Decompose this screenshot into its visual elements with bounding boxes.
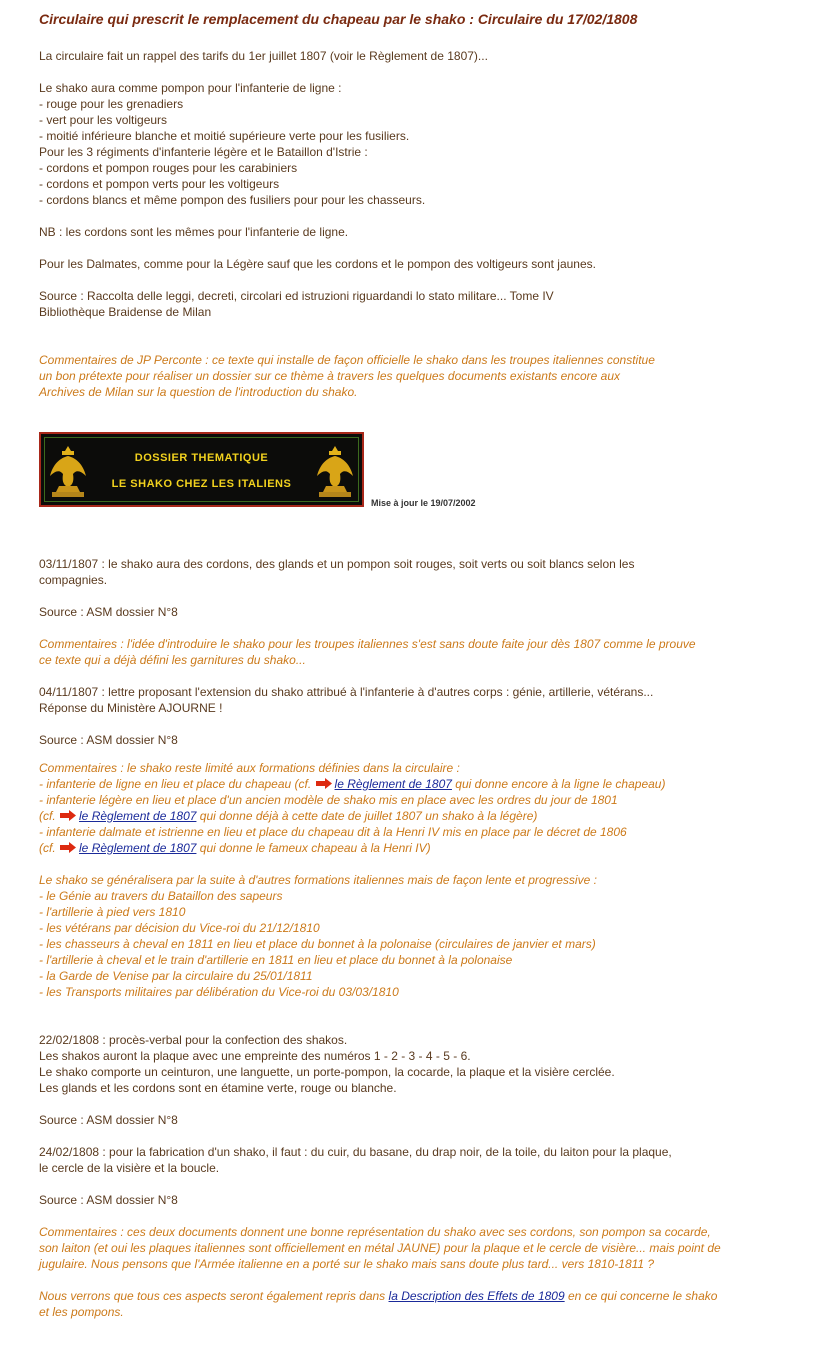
comment-line: Archives de Milan sur la question de l'introduction du shako. [39,385,358,399]
comment-0411 [39,760,665,856]
source-paragraph [39,288,554,320]
comment-line [39,1288,717,1304]
comment-line: son laiton (et oui les plaques italiennes sont officiellement en métal JAUNE) pour la plaque et le cercle de visière... mais point de [39,1241,721,1255]
comment-line [39,776,665,792]
page-title: Circulaire qui prescrit le remplacement du chapeau par le shako : Circulaire du 17/02/1808 [39,11,638,27]
comment-line: - l'artillerie à pied vers 1810 [39,905,186,919]
banner-line1: DOSSIER THEMATIQUE [134,452,269,464]
pompon-line: - cordons et pompon rouges pour les carabiniers [39,161,298,175]
comment-text: Nous verrons que tous ces aspects seront également repris dans [39,1289,386,1303]
comment-line: - les vétérans par décision du Vice-roi du 21/12/1810 [39,921,320,935]
pompon-line: - vert pour les voltigeurs [39,113,168,127]
comment-line: - le Génie au travers du Bataillon des sapeurs [39,889,283,903]
comment-text: qui donne encore à la ligne le chapeau) [455,777,666,791]
comment-0311 [39,636,696,668]
comment-line: Commentaires : le shako reste limité aux formations définies dans la circulaire : [39,761,460,775]
reglement-1807-link[interactable]: le Règlement de 1807 [79,841,197,855]
comment-text: (cf. [39,809,56,823]
reglement-1807-link[interactable]: le Règlement de 1807 [334,777,452,791]
red-arrow-icon [60,810,76,821]
entry-line: Les shakos auront la plaque avec une empreinte des numéros 1 - 2 - 3 - 4 - 5 - 6. [39,1049,471,1063]
comment-text: - infanterie de ligne en lieu et place du chapeau (cf. [39,777,312,791]
update-date: Mise à jour le 19/07/2002 [371,498,476,508]
source-text: Source : ASM dossier N°8 [39,733,178,747]
comment-line: jugulaire. Nous pensons que l'Armée italienne en a porté sur le shako mais sans doute plus tard... vers 1810-1811 ? [39,1257,655,1271]
final-comment [39,1224,721,1272]
source-line: Bibliothèque Braidense de Milan [39,305,212,319]
comment-text: (cf. [39,841,56,855]
comment-line [39,808,665,824]
dalmates-text: Pour les Dalmates, comme pour la Légère sauf que les cordons et le pompon des voltigeurs sont jaunes. [39,257,596,271]
pompon-line: Le shako aura comme pompon pour l'infanterie de ligne : [39,81,342,95]
comment-line: - l'artillerie à cheval et le train d'artillerie en 1811 en lieu et place du bonnet à la polonaise [39,953,513,967]
comment-line: et les pompons. [39,1305,124,1319]
closing-comment [39,1288,717,1320]
entry-line: Réponse du Ministère AJOURNE ! [39,701,223,715]
dalmates-paragraph [39,256,596,272]
comment-text: en ce qui concerne le shako [567,1289,718,1303]
intro-text: La circulaire fait un rappel des tarifs du 1er juillet 1807 (voir le Règlement de 1807)... [39,49,488,63]
banner-frame [44,437,359,502]
nb-paragraph [39,224,348,240]
pompon-paragraph [39,80,425,208]
source-asm-1 [39,604,178,620]
source-text: Source : ASM dossier N°8 [39,605,178,619]
pompon-line: - cordons et pompon verts pour les voltigeurs [39,177,280,191]
entry-line: compagnies. [39,573,108,587]
comment-line: un bon prétexte pour réaliser un dossier sur ce thème à travers les quelques documents existants encore aux [39,369,620,383]
dossier-banner [39,432,364,507]
comment-line: - les Transports militaires par délibération du Vice-roi du 03/03/1810 [39,985,399,999]
generalise-comment [39,872,597,1000]
entry-0311 [39,556,634,588]
nb-text: NB : les cordons sont les mêmes pour l'infanterie de ligne. [39,225,349,239]
entry-line: Les glands et les cordons sont en étamine verte, rouge ou blanche. [39,1081,397,1095]
reglement-1807-link[interactable]: le Règlement de 1807 [79,809,197,823]
comment-line: Le shako se généralisera par la suite à d'autres formations italiennes mais de façon lente et progressive : [39,873,597,887]
source-text: Source : ASM dossier N°8 [39,1193,178,1207]
comment-line: Commentaires de JP Perconte : ce texte qui installe de façon officielle le shako dans les troupes italiennes constitue [39,353,655,367]
jp-comment [39,352,655,400]
entry-0411 [39,684,653,716]
entry-line: 04/11/1807 : lettre proposant l'extension du shako attribué à l'infanterie à d'autres corps : génie, artillerie, vétérans... [39,685,654,699]
intro-paragraph [39,48,488,64]
source-text: Source : ASM dossier N°8 [39,1113,178,1127]
comment-line: - infanterie dalmate et istrienne en lieu et place du chapeau dit à la Henri IV mis en place par le décret de 1806 [39,825,627,839]
entry-line: 24/02/1808 : pour la fabrication d'un shako, il faut : du cuir, du basane, du drap noir, de la toile, du laiton pour la plaque, [39,1145,672,1159]
comment-line: ce texte qui a déjà défini les garnitures du shako... [39,653,306,667]
comment-line [39,840,665,856]
description-effets-1809-link[interactable]: la Description des Effets de 1809 [388,1289,565,1303]
banner-line2: LE SHAKO CHEZ LES ITALIENS [111,478,292,490]
comment-line: Commentaires : l'idée d'introduire le shako pour les troupes italiennes s'est sans doute faite jour dès 1807 comme le prouve [39,637,696,651]
comment-text: qui donne le fameux chapeau à la Henri IV) [199,841,431,855]
pompon-line: - cordons blancs et même pompon des fusiliers pour pour les chasseurs. [39,193,426,207]
entry-2202 [39,1032,615,1096]
red-arrow-icon [316,778,332,789]
pompon-line: Pour les 3 régiments d'infanterie légère et le Bataillon d'Istrie : [39,145,368,159]
comment-line: - infanterie légère en lieu et place d'un ancien modèle de shako mis en place avec les ordres du jour de 1801 [39,793,618,807]
pompon-line: - moitié inférieure blanche et moitié supérieure verte pour les fusiliers. [39,129,410,143]
source-asm-4 [39,1192,178,1208]
comment-line: - les chasseurs à cheval en 1811 en lieu et place du bonnet à la polonaise (circulaires de janvier et mars) [39,937,596,951]
entry-line: le cercle de la visière et la boucle. [39,1161,220,1175]
comment-text: qui donne déjà à cette date de juillet 1807 un shako à la légère) [199,809,538,823]
entry-2402 [39,1144,672,1176]
entry-line: Le shako comporte un ceinturon, une languette, un porte-pompon, la cocarde, la plaque et la visière cerclée. [39,1065,615,1079]
comment-line: Commentaires : ces deux documents donnent une bonne représentation du shako avec ses cordons, son pompon sa cocarde, [39,1225,711,1239]
entry-line: 22/02/1808 : procès-verbal pour la confection des shakos. [39,1033,348,1047]
comment-line: - la Garde de Venise par la circulaire du 25/01/1811 [39,969,313,983]
entry-line: 03/11/1807 : le shako aura des cordons, des glands et un pompon soit rouges, soit verts ou soit blancs selon les [39,557,635,571]
source-line: Source : Raccolta delle leggi, decreti, circolari ed istruzioni riguardandi lo stato militare... Tome IV [39,289,554,303]
source-asm-2 [39,732,178,748]
red-arrow-icon [60,842,76,853]
source-asm-3 [39,1112,178,1128]
pompon-line: - rouge pour les grenadiers [39,97,184,111]
